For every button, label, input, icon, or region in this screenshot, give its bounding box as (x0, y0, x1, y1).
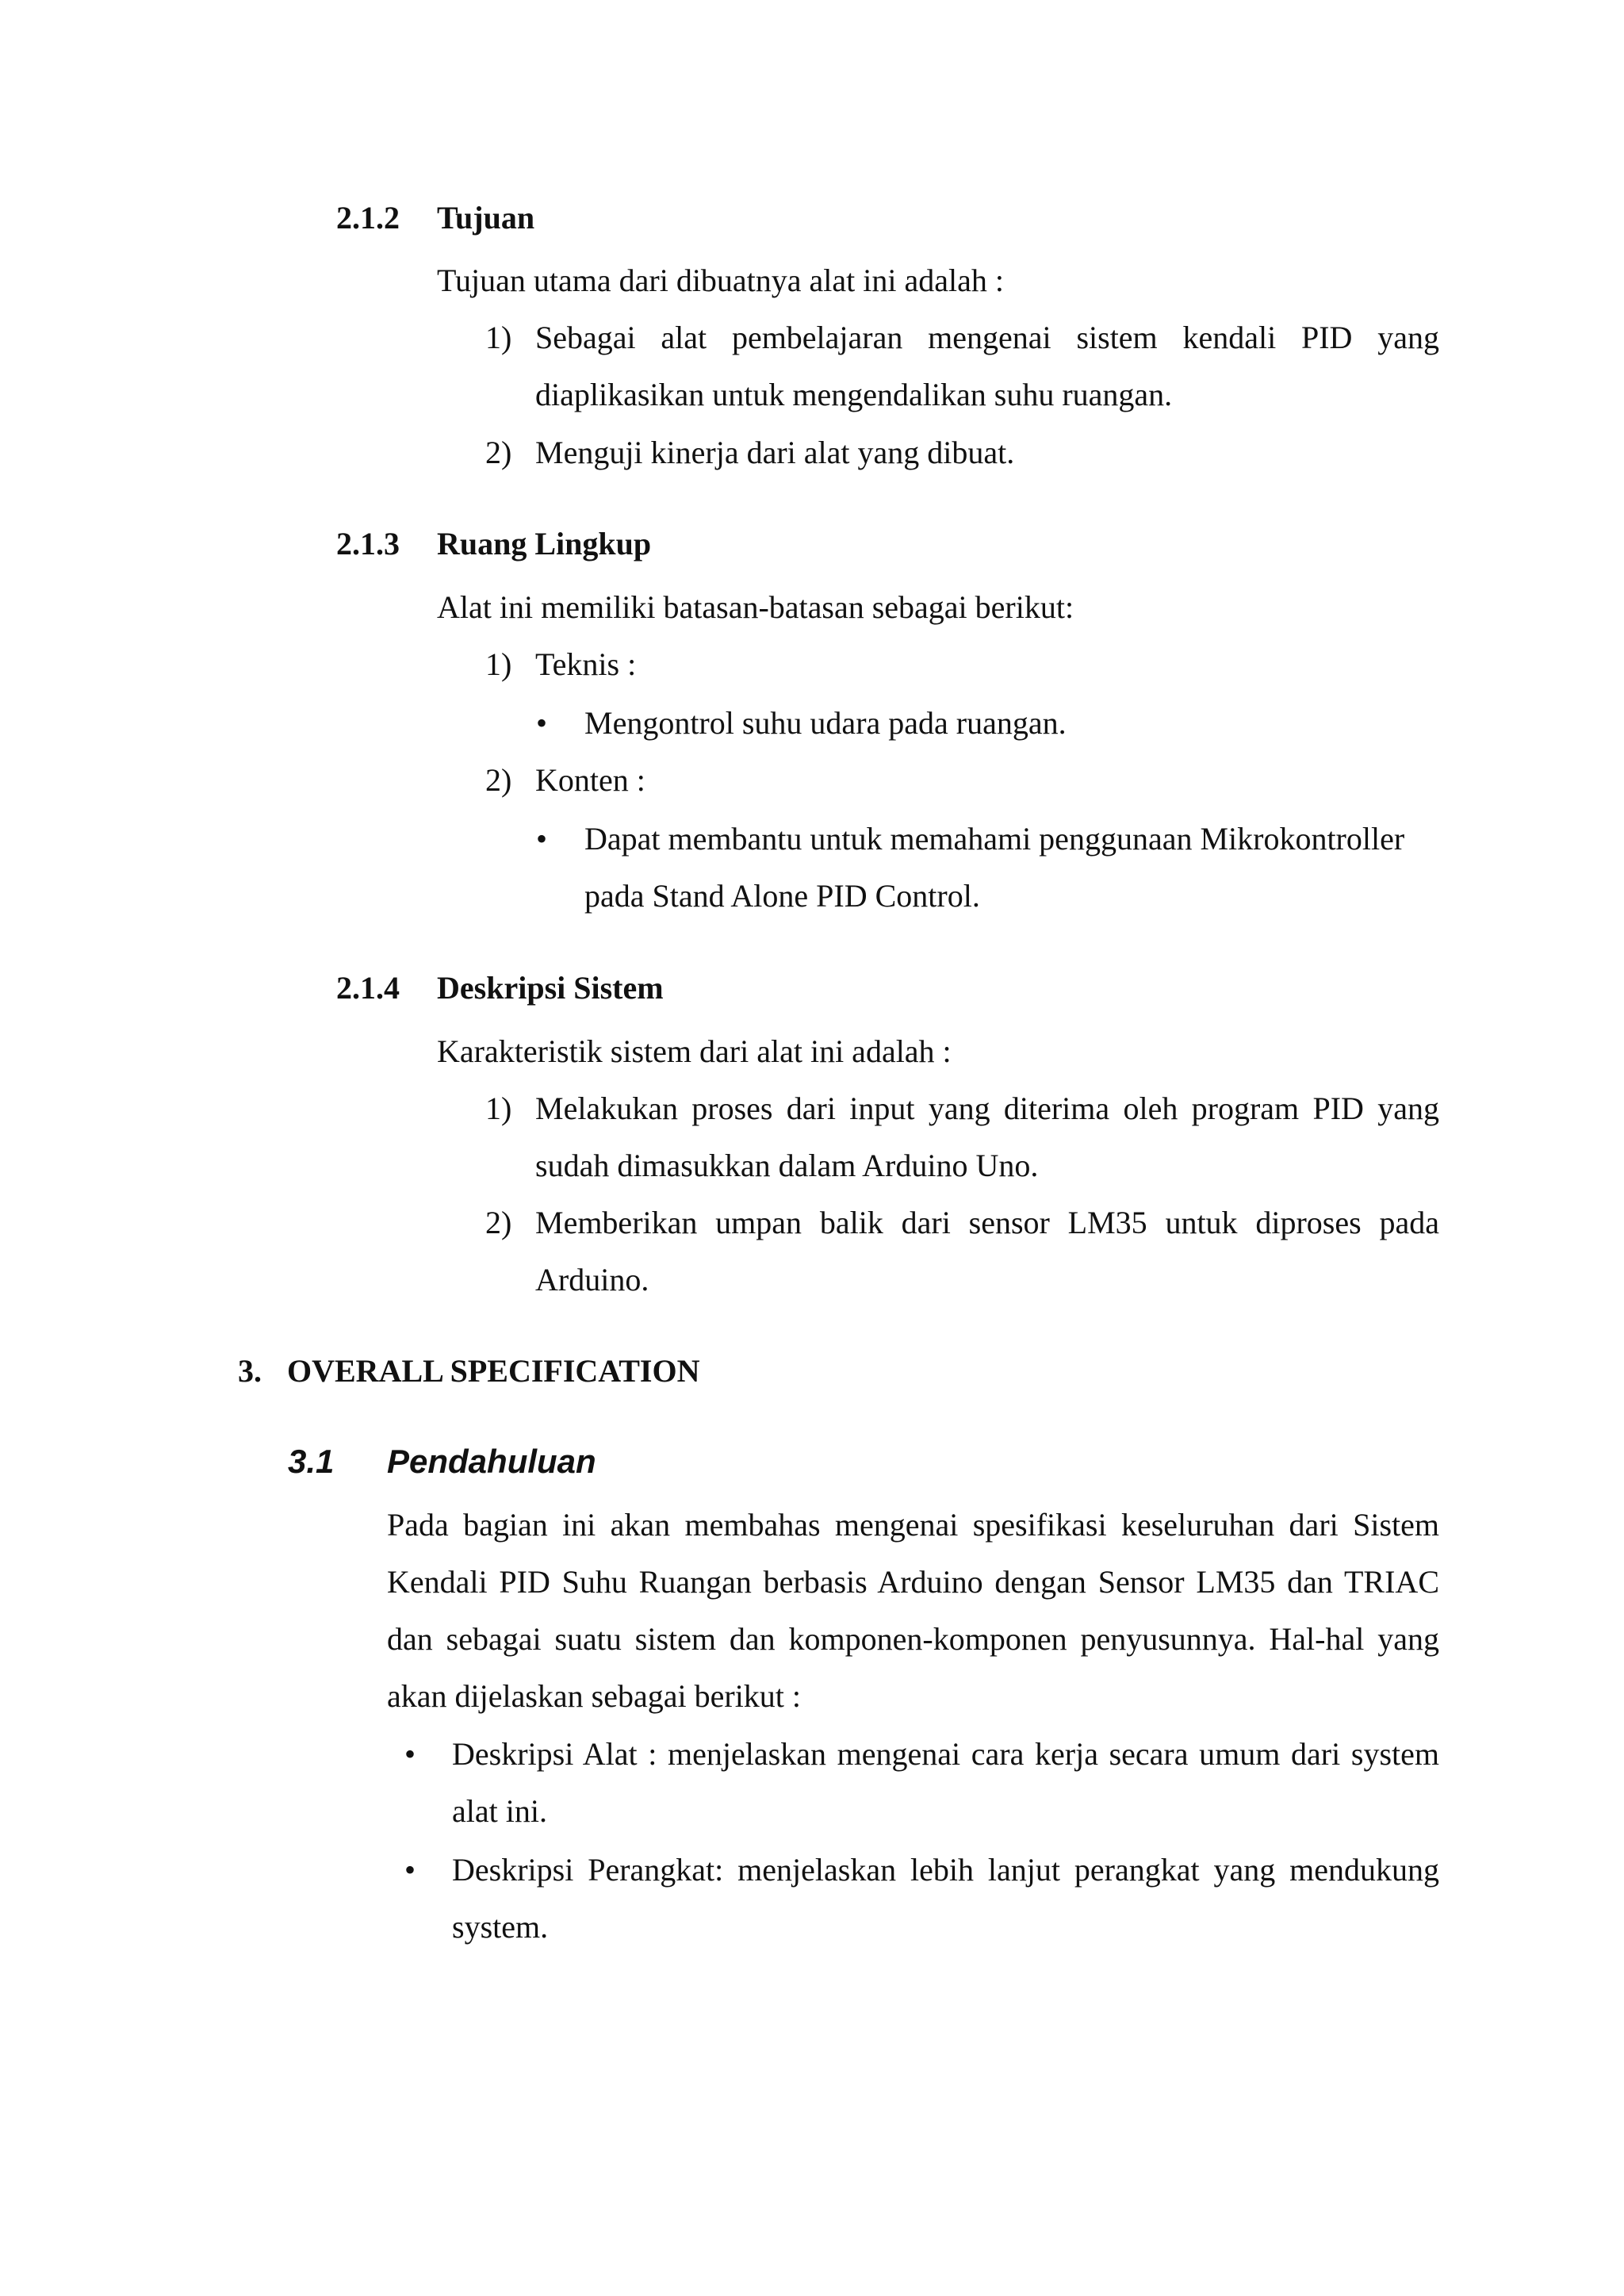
tujuan-intro: Tujuan utama dari dibuatnya alat ini adalah : (437, 263, 1004, 298)
list-item-text: Memberikan umpan balik dari sensor LM35 untuk diproses pada (535, 1205, 1439, 1240)
list-item-label: Konten : (535, 762, 645, 798)
section-title-pendahuluan: Pendahuluan (387, 1443, 596, 1480)
bullet-text: Dapat membantu untuk memahami penggunaan Mikrokontroller (584, 821, 1405, 857)
section-title-ruang-lingkup: Ruang Lingkup (437, 526, 652, 562)
list-item-text: Menguji kinerja dari alat yang dibuat. (535, 435, 1015, 470)
paragraph-line: dan sebagai suatu sistem dan komponen-komponen penyusunnya. Hal-hal yang (387, 1621, 1439, 1657)
list-marker: 2) (485, 762, 512, 798)
paragraph-line: Pada bagian ini akan membahas mengenai spesifikasi keseluruhan dari Sistem (387, 1507, 1439, 1543)
section-number-3-1: 3.1 (288, 1443, 335, 1480)
list-item-text: Arduino. (535, 1262, 649, 1297)
paragraph-line: Kendali PID Suhu Ruangan berbasis Arduino dengan Sensor LM35 dan TRIAC (387, 1564, 1439, 1600)
list-marker: 1) (485, 1091, 512, 1126)
list-item-text: diaplikasikan untuk mengendalikan suhu ruangan. (535, 377, 1173, 412)
section-number-2-1-4: 2.1.4 (336, 970, 400, 1006)
list-item-text: Melakukan proses dari input yang diterima oleh program PID yang (535, 1091, 1439, 1126)
list-marker: 2) (485, 1205, 512, 1240)
bullet-icon: • (404, 1736, 416, 1772)
section-title-tujuan: Tujuan (437, 200, 535, 236)
deskripsi-sistem-intro: Karakteristik sistem dari alat ini adalah : (437, 1033, 952, 1069)
bullet-text: Mengontrol suhu udara pada ruangan. (584, 705, 1067, 741)
list-item-text: sudah dimasukkan dalam Arduino Uno. (535, 1148, 1039, 1183)
section-title-deskripsi-sistem: Deskripsi Sistem (437, 970, 664, 1006)
ruang-lingkup-intro: Alat ini memiliki batasan-batasan sebagai berikut: (437, 589, 1074, 625)
list-item-label: Teknis : (535, 646, 637, 682)
list-item-text: Sebagai alat pembelajaran mengenai sistem kendali PID yang (535, 320, 1439, 355)
bullet-text: pada Stand Alone PID Control. (584, 878, 980, 914)
section-number-2-1-3: 2.1.3 (336, 526, 400, 562)
bullet-icon: • (404, 1852, 416, 1888)
list-marker: 1) (485, 646, 512, 682)
paragraph-line: akan dijelaskan sebagai berikut : (387, 1678, 802, 1714)
chapter-title: OVERALL SPECIFICATION (287, 1353, 700, 1389)
bullet-text: Deskripsi Perangkat: menjelaskan lebih lanjut perangkat yang mendukung (452, 1852, 1439, 1888)
list-marker: 1) (485, 320, 512, 355)
chapter-number-3: 3. (238, 1353, 262, 1389)
section-number-2-1-2: 2.1.2 (336, 200, 400, 236)
bullet-icon: • (536, 821, 548, 857)
list-marker: 2) (485, 435, 512, 470)
bullet-icon: • (536, 705, 548, 741)
bullet-text: system. (452, 1909, 549, 1945)
bullet-text: Deskripsi Alat : menjelaskan mengenai cara kerja secara umum dari system (452, 1736, 1439, 1772)
bullet-text: alat ini. (452, 1793, 547, 1829)
